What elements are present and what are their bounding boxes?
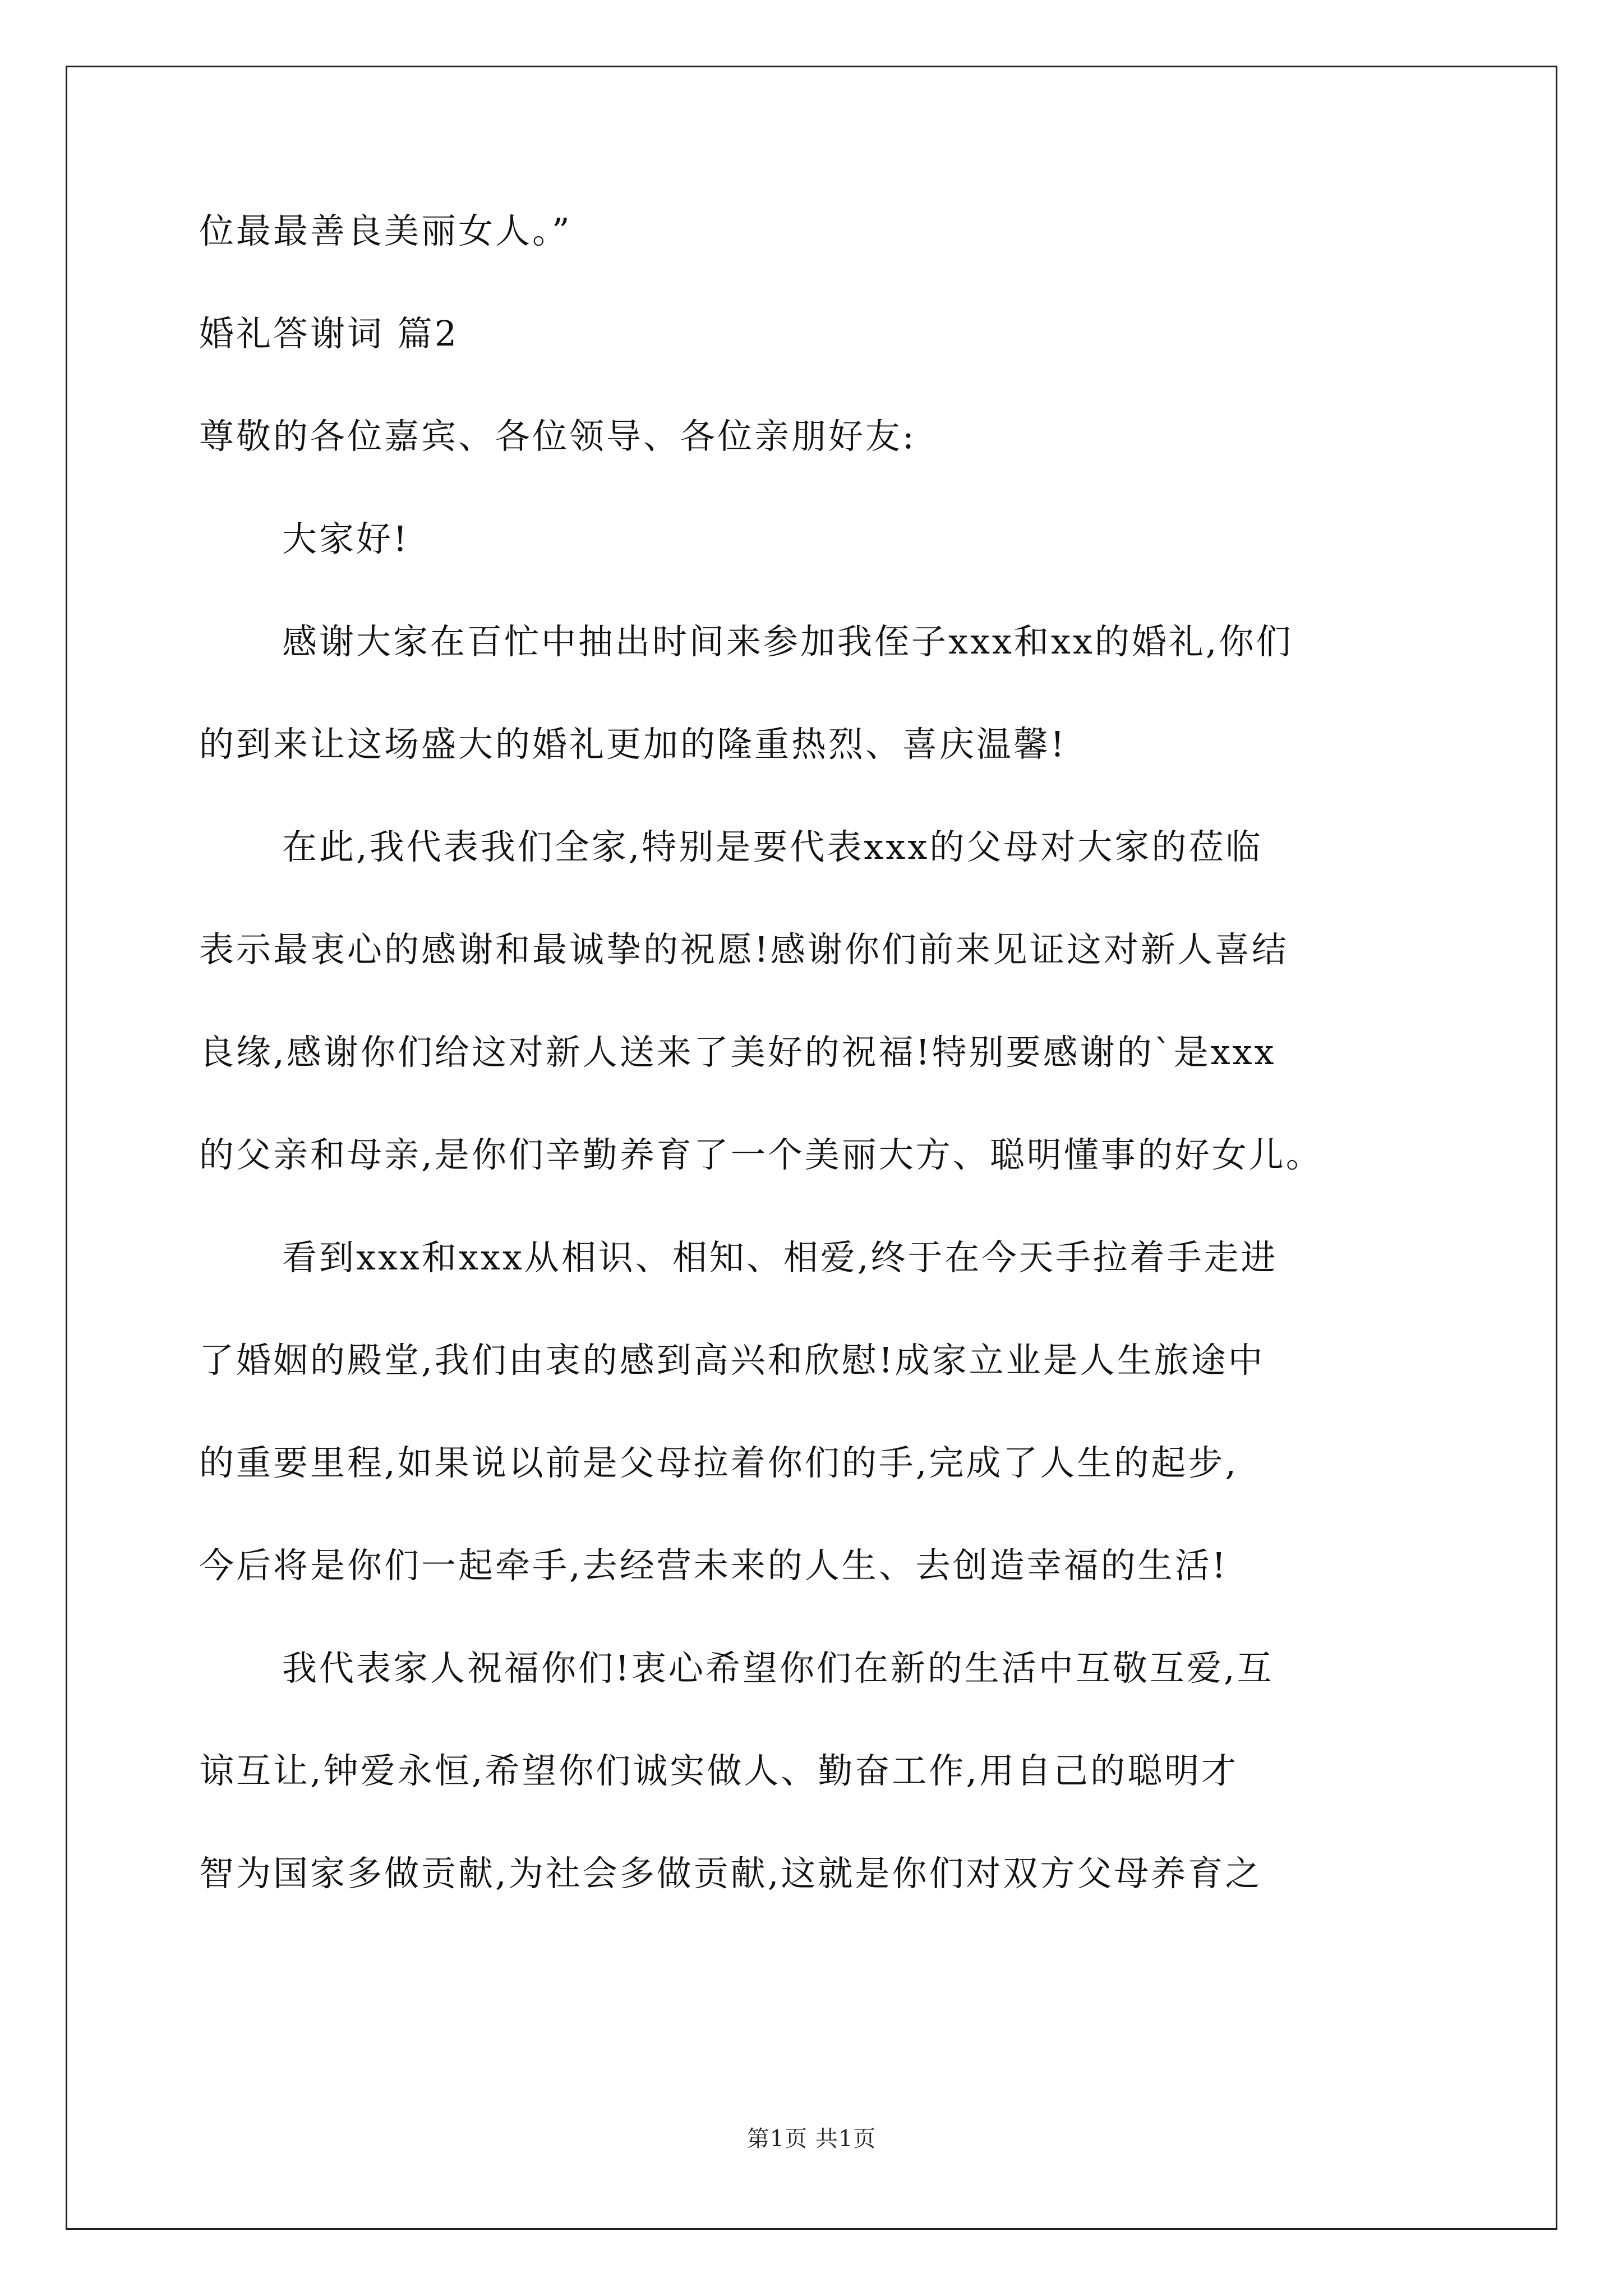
section-heading: 婚礼答谢词 篇2 [199,313,459,354]
paragraph-1-line-2: 的到来让这场盛大的婚礼更加的隆重热烈、喜庆温馨! [199,724,1067,765]
paragraph-3-line-4: 今后将是你们一起牵手,去经营未来的人生、去创造幸福的生活! [199,1545,1228,1586]
paragraph-1-line-1: 感谢大家在百忙中抽出时间来参加我侄子xxx和xx的婚礼,你们 [282,621,1293,662]
greeting: 大家好! [282,518,409,559]
paragraph-2-line-4: 的父亲和母亲,是你们辛勤养育了一个美丽大方、聪明懂事的好女儿。 [199,1134,1323,1175]
page-number-footer: 第1页 共1页 [746,2126,877,2152]
paragraph-4-line-2: 谅互让,钟爱永恒,希望你们诚实做人、勤奋工作,用自己的聪明才 [199,1750,1239,1791]
paragraph-4-line-3: 智为国家多做贡献,为社会多做贡献,这就是你们对双方父母养育之 [199,1853,1262,1894]
paragraph-3-line-1: 看到xxx和xxx从相识、相知、相爱,终于在今天手拉着手走进 [282,1237,1278,1278]
paragraph-3-line-3: 的重要里程,如果说以前是父母拉着你们的手,完成了人生的起步, [199,1442,1239,1483]
paragraph-2-line-1: 在此,我代表我们全家,特别是要代表xxx的父母对大家的莅临 [282,826,1263,867]
salutation: 尊敬的各位嘉宾、各位领导、各位亲朋好友: [199,416,916,457]
paragraph-2-line-3: 良缘,感谢你们给这对新人送来了美好的祝福!特别要感谢的`是xxx [199,1032,1276,1073]
text-line-1: 位最最善良美丽女人。” [199,210,572,251]
paragraph-3-line-2: 了婚姻的殿堂,我们由衷的感到高兴和欣慰!成家立业是人生旅途中 [199,1340,1265,1381]
paragraph-2-line-2: 表示最衷心的感谢和最诚挚的祝愿!感谢你们前来见证这对新人喜结 [199,929,1289,970]
paragraph-4-line-1: 我代表家人祝福你们!衷心希望你们在新的生活中互敬互爱,互 [282,1648,1274,1688]
